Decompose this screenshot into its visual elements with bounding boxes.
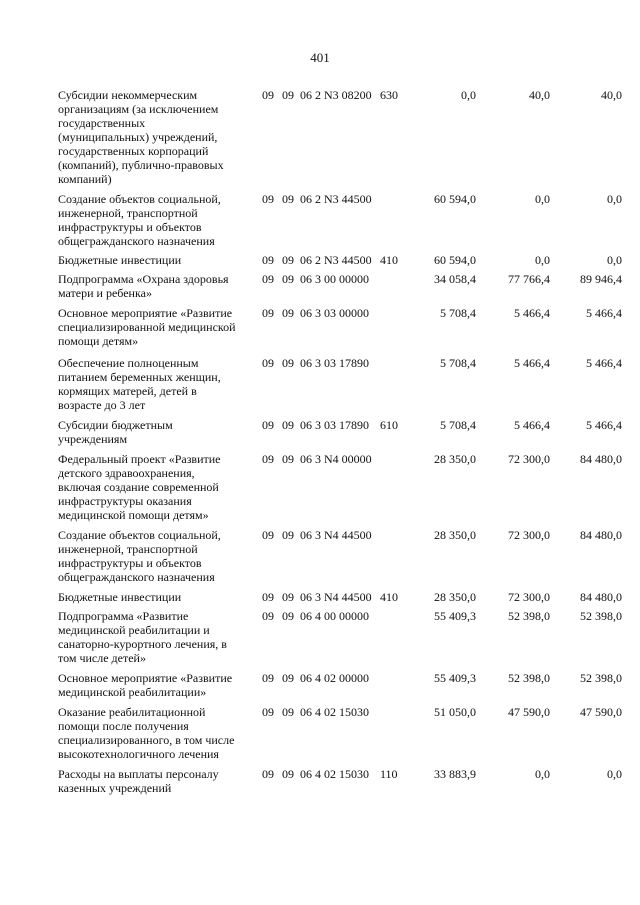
row-section-code: 09 — [262, 590, 274, 604]
row-target-article-code: 06 3 03 00000 — [300, 306, 369, 320]
row-target-article-code: 06 4 02 15030 — [300, 767, 369, 781]
row-amount-year-2: 72 300,0 — [508, 590, 550, 604]
row-amount-year-1: 5 708,4 — [440, 306, 476, 320]
row-amount-year-3: 52 398,0 — [580, 609, 622, 623]
row-amount-year-2: 72 300,0 — [508, 528, 550, 542]
row-amount-year-1: 28 350,0 — [434, 590, 476, 604]
row-subsection-code: 09 — [282, 356, 294, 370]
row-target-article-code: 06 3 03 17890 — [300, 356, 369, 370]
row-amount-year-1: 33 883,9 — [434, 767, 476, 781]
row-amount-year-1: 5 708,4 — [440, 418, 476, 432]
row-amount-year-2: 72 300,0 — [508, 452, 550, 466]
row-section-code: 09 — [262, 767, 274, 781]
row-amount-year-1: 28 350,0 — [434, 452, 476, 466]
row-amount-year-3: 0,0 — [607, 253, 622, 267]
row-target-article-code: 06 4 02 00000 — [300, 671, 369, 685]
row-amount-year-1: 28 350,0 — [434, 528, 476, 542]
row-amount-year-3: 5 466,4 — [586, 356, 622, 370]
row-subsection-code: 09 — [282, 705, 294, 719]
row-section-code: 09 — [262, 356, 274, 370]
row-subsection-code: 09 — [282, 609, 294, 623]
row-section-code: 09 — [262, 306, 274, 320]
row-name: Бюджетные инвестиции — [58, 253, 182, 267]
row-name: Основное мероприятие «Развитие медицинской реабилитации» — [58, 671, 233, 699]
table-row — [58, 253, 630, 267]
row-subsection-code: 09 — [282, 590, 294, 604]
page-number: 401 — [310, 50, 330, 65]
row-expense-type-code: 610 — [380, 418, 398, 432]
row-amount-year-3: 0,0 — [607, 192, 622, 206]
row-section-code: 09 — [262, 609, 274, 623]
row-target-article-code: 06 2 N3 44500 — [300, 253, 372, 267]
row-subsection-code: 09 — [282, 528, 294, 542]
row-amount-year-1: 55 409,3 — [434, 609, 476, 623]
row-section-code: 09 — [262, 88, 274, 102]
row-amount-year-2: 52 398,0 — [508, 671, 550, 685]
row-target-article-code: 06 2 N3 08200 — [300, 88, 372, 102]
row-section-code: 09 — [262, 192, 274, 206]
row-amount-year-3: 47 590,0 — [580, 705, 622, 719]
row-target-article-code: 06 3 N4 00000 — [300, 452, 372, 466]
row-amount-year-3: 40,0 — [601, 88, 622, 102]
row-name: Создание объектов социальной, инженерной, транспортной инфраструктуры и объектов общегражданского назначения — [58, 528, 221, 584]
row-name: Оказание реабилитационной помощи после получения специализированного, в том числе высокотехнологичного лечения — [58, 705, 235, 761]
row-name: Федеральный проект «Развитие детского здравоохранения, включая создание современной инфраструктуры оказания медицинской помощи детям» — [58, 452, 221, 522]
row-amount-year-2: 0,0 — [535, 253, 550, 267]
row-target-article-code: 06 2 N3 44500 — [300, 192, 372, 206]
row-amount-year-2: 0,0 — [535, 767, 550, 781]
row-amount-year-2: 52 398,0 — [508, 609, 550, 623]
row-subsection-code: 09 — [282, 418, 294, 432]
row-target-article-code: 06 4 00 00000 — [300, 609, 369, 623]
row-amount-year-3: 5 466,4 — [586, 418, 622, 432]
row-name: Бюджетные инвестиции — [58, 590, 182, 604]
row-amount-year-3: 89 946,4 — [580, 272, 622, 286]
row-amount-year-2: 5 466,4 — [514, 306, 550, 320]
row-name: Подпрограмма «Развитие медицинской реабилитации и санаторно-курортного лечения, в том числе детей» — [58, 609, 227, 665]
row-amount-year-1: 55 409,3 — [434, 671, 476, 685]
budget-table — [58, 88, 630, 795]
row-section-code: 09 — [262, 528, 274, 542]
row-amount-year-1: 5 708,4 — [440, 356, 476, 370]
table-row — [58, 609, 630, 665]
row-target-article-code: 06 3 N4 44500 — [300, 590, 372, 604]
row-subsection-code: 09 — [282, 767, 294, 781]
row-expense-type-code: 410 — [380, 253, 398, 267]
row-name: Расходы на выплаты персоналу казенных учреждений — [58, 767, 219, 795]
row-target-article-code: 06 3 03 17890 — [300, 418, 369, 432]
row-subsection-code: 09 — [282, 88, 294, 102]
table-row — [58, 272, 630, 300]
row-amount-year-2: 40,0 — [529, 88, 550, 102]
table-row — [58, 452, 630, 522]
row-section-code: 09 — [262, 705, 274, 719]
row-amount-year-3: 0,0 — [607, 767, 622, 781]
row-amount-year-1: 34 058,4 — [434, 272, 476, 286]
table-row — [58, 767, 630, 795]
row-section-code: 09 — [262, 452, 274, 466]
row-section-code: 09 — [262, 671, 274, 685]
row-amount-year-3: 84 480,0 — [580, 528, 622, 542]
row-amount-year-3: 84 480,0 — [580, 590, 622, 604]
row-amount-year-1: 51 050,0 — [434, 705, 476, 719]
table-row — [58, 418, 630, 446]
table-row — [58, 88, 630, 186]
row-name: Создание объектов социальной, инженерной, транспортной инфраструктуры и объектов общегражданского назначения — [58, 192, 221, 248]
row-amount-year-3: 52 398,0 — [580, 671, 622, 685]
row-expense-type-code: 410 — [380, 590, 398, 604]
table-row — [58, 192, 630, 248]
row-subsection-code: 09 — [282, 306, 294, 320]
table-row — [58, 306, 630, 348]
row-section-code: 09 — [262, 253, 274, 267]
row-target-article-code: 06 4 02 15030 — [300, 705, 369, 719]
row-target-article-code: 06 3 00 00000 — [300, 272, 369, 286]
row-amount-year-3: 84 480,0 — [580, 452, 622, 466]
row-amount-year-2: 0,0 — [535, 192, 550, 206]
row-amount-year-3: 5 466,4 — [586, 306, 622, 320]
row-name: Обеспечение полноценным питанием беременных женщин, кормящих матерей, детей в возрасте до 3 лет — [58, 356, 221, 412]
row-section-code: 09 — [262, 272, 274, 286]
row-amount-year-1: 0,0 — [461, 88, 476, 102]
row-section-code: 09 — [262, 418, 274, 432]
row-amount-year-2: 5 466,4 — [514, 356, 550, 370]
row-subsection-code: 09 — [282, 272, 294, 286]
row-amount-year-2: 47 590,0 — [508, 705, 550, 719]
row-subsection-code: 09 — [282, 253, 294, 267]
row-name: Подпрограмма «Охрана здоровья матери и ребенка» — [58, 272, 229, 300]
row-name: Субсидии некоммерческим организациям (за исключением государственных (муниципальных) учреждений, государственных корпораций (компаний), публично-правовых компаний) — [58, 88, 224, 186]
table-row — [58, 705, 630, 761]
row-amount-year-1: 60 594,0 — [434, 253, 476, 267]
row-name: Основное мероприятие «Развитие специализированной медицинской помощи детям» — [58, 306, 236, 348]
table-row — [58, 356, 630, 412]
row-amount-year-2: 77 766,4 — [508, 272, 550, 286]
row-amount-year-2: 5 466,4 — [514, 418, 550, 432]
row-target-article-code: 06 3 N4 44500 — [300, 528, 372, 542]
row-amount-year-1: 60 594,0 — [434, 192, 476, 206]
row-expense-type-code: 630 — [380, 88, 398, 102]
row-subsection-code: 09 — [282, 671, 294, 685]
row-expense-type-code: 110 — [380, 767, 398, 781]
row-name: Субсидии бюджетным учреждениям — [58, 418, 173, 446]
table-row — [58, 528, 630, 584]
row-subsection-code: 09 — [282, 452, 294, 466]
table-row — [58, 671, 630, 699]
table-row — [58, 590, 630, 604]
row-subsection-code: 09 — [282, 192, 294, 206]
